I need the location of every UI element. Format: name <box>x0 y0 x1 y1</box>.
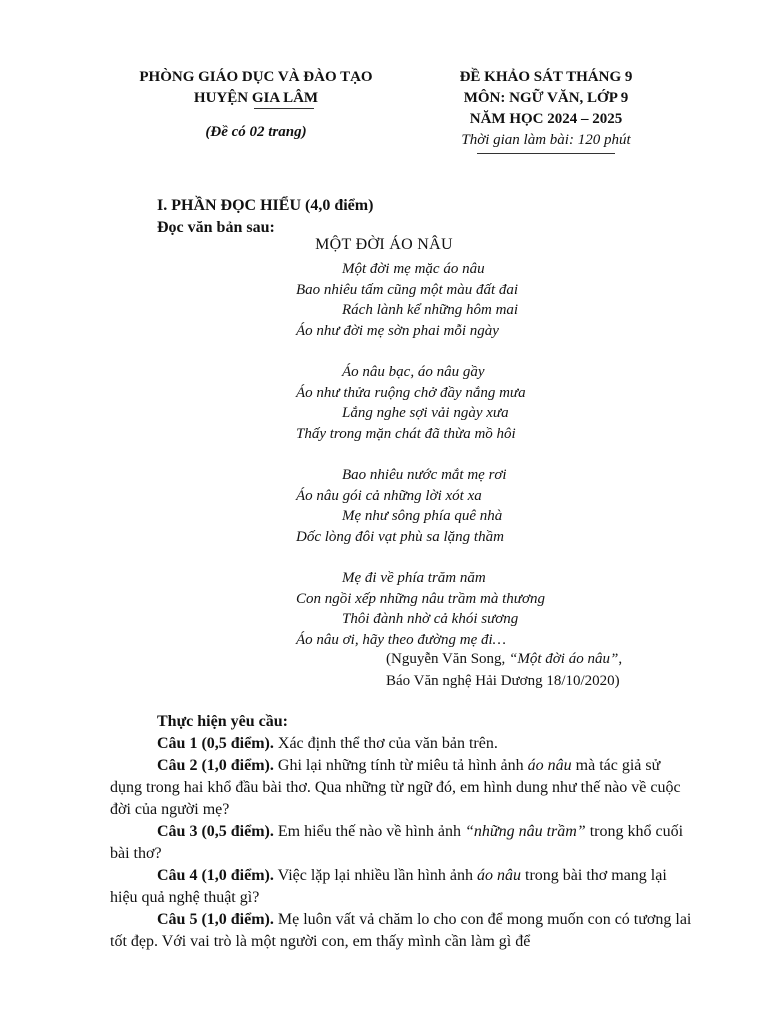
page-count-note: (Đề có 02 trang) <box>205 124 307 140</box>
question-label: Câu 4 (1,0 điểm). <box>157 867 274 884</box>
question-label: Câu 2 (1,0 điểm). <box>157 757 274 774</box>
poem-line: Áo như thửa ruộng chở đầy nắng mưa <box>296 384 526 401</box>
question-text: trong bài thơ mang lại hiệu quả nghệ thuật gì? <box>110 867 667 906</box>
time-limit: Thời gian làm bài: 120 phút <box>461 132 631 148</box>
exam-subject: MÔN: NGỮ VĂN, LỚP 9 <box>463 90 629 106</box>
district-underline <box>254 108 314 109</box>
question-text: Xác định thể thơ của văn bản trên. <box>273 735 498 752</box>
poem-line: Thấy trong mặn chát đã thừa mồ hôi <box>296 425 516 442</box>
section-title: I. PHẦN ĐỌC HIỂU (4,0 điểm) <box>157 197 374 214</box>
question-5 <box>110 909 692 953</box>
header-left <box>110 67 402 143</box>
poem-line: Dốc lòng đôi vạt phù sa lặng thầm <box>296 528 504 545</box>
section-instruction: Đọc văn bản sau: <box>157 219 275 236</box>
poem-line: Mẹ như sông phía quê nhà <box>342 508 503 524</box>
poem-line: Bao nhiêu nước mắt mẹ rơi <box>342 467 507 483</box>
question-2 <box>110 755 692 821</box>
poem-line: Một đời mẹ mặc áo nâu <box>342 261 485 277</box>
poem-line: Rách lành kể những hôm mai <box>342 302 519 318</box>
question-text: Việc lặp lại nhiều lần hình ảnh <box>273 867 478 884</box>
source-comma: , <box>618 651 623 667</box>
question-1 <box>110 733 692 755</box>
question-emphasis: áo nâu <box>477 867 522 884</box>
question-text: Ghi lại những tính từ miêu tả hình ảnh <box>273 757 528 774</box>
poem-title: MỘT ĐỜI ÁO NÂU <box>315 236 453 253</box>
poem-line: Thôi đành nhờ cả khói sương <box>342 611 519 627</box>
exam-title: ĐỀ KHẢO SÁT THÁNG 9 <box>459 69 633 85</box>
source-author: (Nguyễn Văn Song, <box>386 651 510 667</box>
question-3 <box>110 821 692 865</box>
tasks-heading: Thực hiện yêu cầu: <box>157 713 288 730</box>
question-text: Mẹ luôn vất vả chăm lo cho con để mong muốn con có tương lai tốt đẹp. Với vai trò là một người con, em thấy mình cần làm gì để <box>110 911 692 950</box>
source-publication: Báo Văn nghệ Hải Dương 18/10/2020) <box>386 673 620 689</box>
poem-body <box>296 259 545 650</box>
question-emphasis: áo nâu <box>527 757 572 774</box>
district-name: HUYỆN GIA LÂM <box>193 90 319 106</box>
poem-source <box>386 648 622 692</box>
poem-line: Áo nâu bạc, áo nâu gầy <box>342 364 485 380</box>
question-text: mà tác giả sử dụng trong hai khổ đầu bài thơ. Qua những từ ngữ đó, em hình dung như thế nào về cuộc đời của người mẹ? <box>110 757 681 818</box>
question-label: Câu 5 (1,0 điểm). <box>157 911 274 928</box>
poem-line: Bao nhiêu tấm cũng một màu đất đai <box>296 281 519 298</box>
question-text: Em hiểu thế nào về hình ảnh <box>273 823 465 840</box>
tasks-section <box>110 711 692 953</box>
poem-line: Áo như đời mẹ sờn phai mỗi ngày <box>296 322 499 339</box>
question-4 <box>110 865 692 909</box>
question-label: Câu 1 (0,5 điểm). <box>157 735 274 752</box>
poem-line: Mẹ đi về phía trăm năm <box>342 570 486 586</box>
poem-line: Áo nâu gói cả những lời xót xa <box>296 487 482 504</box>
header-underline <box>477 153 615 154</box>
poem-line: Áo nâu ơi, hãy theo đường mẹ đi… <box>296 631 506 648</box>
question-label: Câu 3 (0,5 điểm). <box>157 823 274 840</box>
poem-line: Con ngồi xếp những nâu trầm mà thương <box>296 590 545 607</box>
reading-section-heading <box>157 195 373 239</box>
question-emphasis: “những nâu trầm” <box>464 823 586 840</box>
question-text: trong khổ cuối bài thơ? <box>110 823 684 862</box>
source-title: “Một đời áo nâu” <box>509 651 619 667</box>
header-right <box>428 67 664 154</box>
department-name: PHÒNG GIÁO DỤC VÀ ĐÀO TẠO <box>139 69 373 85</box>
poem-line: Lắng nghe sợi vải ngày xưa <box>342 405 509 421</box>
school-year: NĂM HỌC 2024 – 2025 <box>469 111 623 127</box>
